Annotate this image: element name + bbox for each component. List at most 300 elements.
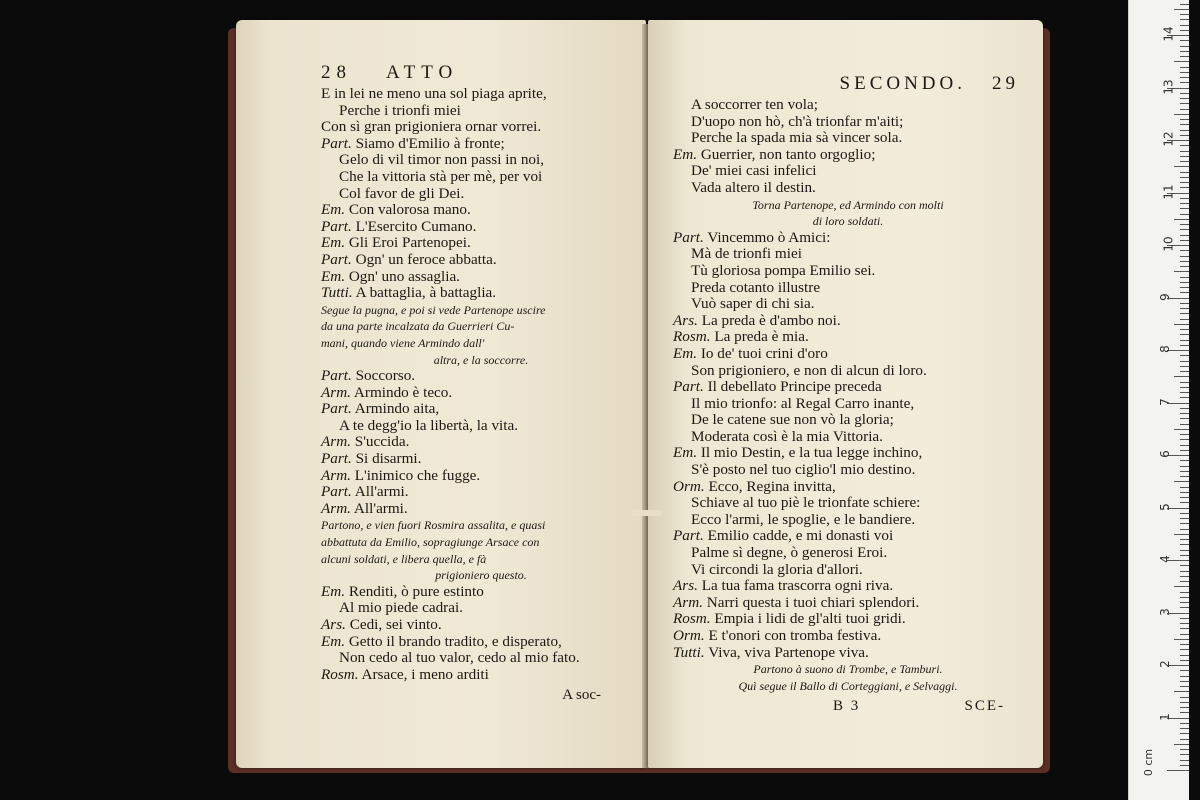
verse-line — [673, 495, 1023, 512]
ruler-tick — [1180, 471, 1189, 472]
line-text: All'armi. — [354, 483, 409, 501]
line-text: Perche i trionfi miei — [339, 101, 461, 119]
verse-line — [321, 451, 641, 468]
ruler-tick — [1180, 177, 1189, 178]
line-text: A battaglia, à battaglia. — [355, 284, 497, 302]
verse-line — [673, 611, 1023, 628]
line-text: La preda è mia. — [714, 328, 809, 346]
stage-direction: Segue la pugna, e poi si vede Partenope uscire — [321, 302, 546, 317]
speaker-label: Arm. — [321, 383, 351, 401]
right-page — [648, 20, 1043, 768]
line-text: Cedi, sei vinto. — [349, 616, 442, 633]
stage-direction: di loro soldati. — [812, 214, 884, 229]
speaker-label: Em. — [673, 344, 698, 362]
ruler-tick — [1180, 72, 1189, 73]
line-text: Ecco l'armi, le spoglie, e le bandiere. — [691, 510, 916, 528]
ruler-tick — [1180, 597, 1189, 598]
ruler-tick — [1180, 655, 1189, 656]
ruler-number: 4 — [1157, 555, 1172, 563]
verse-line — [321, 600, 641, 617]
ruler-tick — [1180, 649, 1189, 650]
ruler-tick — [1174, 744, 1189, 745]
ruler-tick — [1180, 424, 1189, 425]
ruler-tick — [1180, 51, 1189, 52]
verse-line — [673, 313, 1023, 330]
verse-line — [321, 368, 641, 385]
ruler-tick — [1174, 639, 1189, 640]
verse-line — [673, 595, 1023, 612]
left-page-header — [321, 62, 641, 86]
ruler-tick — [1180, 261, 1189, 262]
line-text: S'uccida. — [354, 433, 410, 451]
ruler-tick — [1180, 439, 1189, 440]
ruler-tick — [1174, 376, 1189, 377]
line-text: Mà de trionfi miei — [691, 245, 802, 263]
verse-line — [321, 434, 641, 451]
left-page — [236, 20, 646, 768]
line-text: A soccorrer ten vola; — [691, 96, 818, 113]
line-text: Perche la spada mia sà vincer sola. — [691, 129, 903, 147]
line-text: Narri questa i tuoi chiari splendori. — [706, 593, 920, 611]
ruler-tick — [1180, 250, 1189, 251]
speaker-label: Rosm. — [321, 665, 359, 683]
right-page-header — [673, 73, 1023, 97]
ruler-number: 9 — [1157, 292, 1172, 301]
right-running-head: SECONDO. — [839, 73, 966, 94]
line-text: De le catene sue non vò la gloria; — [691, 411, 894, 429]
ruler-tick — [1180, 382, 1189, 383]
right-page-footer — [673, 694, 1023, 715]
ruler-tick — [1180, 618, 1189, 619]
ruler-tick — [1180, 303, 1189, 304]
line-text: Guerrier, non tanto orgoglio; — [700, 145, 876, 163]
ruler-tick — [1174, 219, 1189, 220]
verse-line — [673, 545, 1023, 562]
ruler-tick — [1180, 25, 1189, 26]
ruler-tick — [1180, 550, 1189, 551]
line-text: Con valorosa mano. — [348, 201, 471, 219]
speaker-label: Em. — [321, 201, 346, 219]
speaker-label: Em. — [321, 582, 346, 600]
ruler-tick — [1180, 502, 1189, 503]
ruler-tick — [1180, 387, 1189, 388]
verse-line — [673, 462, 1023, 479]
speaker-label: Orm. — [673, 477, 705, 495]
ruler-tick — [1180, 466, 1189, 467]
verse-line — [673, 412, 1023, 429]
speaker-label: Part. — [321, 483, 352, 501]
ruler-tick — [1180, 681, 1189, 682]
ruler-tick — [1180, 103, 1189, 104]
ruler-tick — [1180, 151, 1189, 152]
line-text: Armindo aita, — [354, 400, 440, 418]
ruler-tick — [1180, 334, 1189, 335]
ruler-tick — [1180, 581, 1189, 582]
speaker-label: Part. — [321, 134, 352, 152]
ruler-tick — [1180, 224, 1189, 225]
verse-line — [321, 219, 641, 236]
line-text: La preda è d'ambo noi. — [701, 311, 841, 329]
ruler-tick — [1180, 235, 1189, 236]
ruler-tick — [1180, 571, 1189, 572]
speaker-label: Ars. — [673, 311, 698, 329]
line-text: Armindo è teco. — [353, 383, 453, 401]
ruler-tick — [1180, 518, 1189, 519]
ruler-tick — [1180, 198, 1189, 199]
ruler-tick — [1180, 408, 1189, 409]
speaker-label: Part. — [321, 367, 352, 385]
ruler-tick — [1180, 340, 1189, 341]
ruler-tick — [1180, 397, 1189, 398]
ruler-tick — [1180, 256, 1189, 257]
ruler-tick — [1180, 214, 1189, 215]
ruler-tick — [1180, 555, 1189, 556]
verse-line — [321, 401, 641, 418]
stage-direction: Quì segue il Ballo di Corteggiani, e Selvaggi. — [738, 678, 958, 693]
verse-line — [321, 86, 641, 103]
ruler-tick — [1180, 277, 1189, 278]
ruler-tick — [1180, 660, 1189, 661]
verse-line — [673, 396, 1023, 413]
ruler-tick — [1174, 586, 1189, 587]
speaker-label: Part. — [321, 217, 352, 235]
line-text: Gelo di vil timor non passi in noi, — [339, 151, 545, 169]
binding-thread — [632, 510, 662, 516]
ruler-tick — [1174, 114, 1189, 115]
ruler-tick — [1180, 172, 1189, 173]
line-text: Si disarmi. — [355, 450, 422, 468]
ruler-tick — [1174, 271, 1189, 272]
verse-line — [673, 180, 1023, 197]
line-text: S'è posto nel tuo ciglio'l mio destino. — [691, 461, 916, 479]
ruler-number: 5 — [1157, 502, 1172, 511]
line-text: Non cedo al tuo valor, cedo al mio fato. — [339, 649, 580, 667]
ruler-tick — [1180, 203, 1189, 204]
verse-line — [673, 329, 1023, 346]
line-text: Renditi, ò pure estinto — [348, 582, 484, 600]
ruler-tick — [1180, 733, 1189, 734]
verse-line — [321, 169, 641, 186]
verse-line — [673, 246, 1023, 263]
ruler-tick — [1180, 492, 1189, 493]
ruler-number: 3 — [1157, 607, 1172, 616]
ruler-tick — [1180, 30, 1189, 31]
line-text: L'Esercito Cumano. — [355, 217, 477, 235]
line-text: All'armi. — [353, 499, 408, 517]
line-text: Col favor de gli Dei. — [339, 184, 465, 202]
verse-line — [673, 130, 1023, 147]
ruler-tick — [1180, 539, 1189, 540]
speaker-label: Rosm. — [673, 328, 711, 346]
ruler-tick — [1180, 707, 1189, 708]
verse-line — [321, 617, 641, 634]
ruler-tick — [1180, 371, 1189, 372]
speaker-label: Ars. — [673, 577, 698, 595]
line-text: Soccorso. — [355, 367, 416, 385]
ruler-tick — [1174, 61, 1189, 62]
line-text: Preda cotanto illustre — [691, 278, 821, 296]
ruler-number: 11 — [1161, 183, 1176, 200]
verse-line — [321, 269, 641, 286]
line-text: La tua fama trascorra ogni riva. — [701, 577, 894, 595]
ruler-tick — [1180, 686, 1189, 687]
verse-line — [673, 562, 1023, 579]
ruler-tick — [1180, 361, 1189, 362]
speaker-label: Tutti. — [321, 284, 353, 302]
ruler-tick — [1180, 208, 1189, 209]
ruler-tick — [1180, 544, 1189, 545]
ruler-number: 6 — [1157, 450, 1172, 458]
verse-line — [321, 119, 641, 136]
verse-line — [321, 202, 641, 219]
line-text: Empia i lidi de gl'alti tuoi gridi. — [714, 610, 906, 628]
verse-line — [321, 650, 641, 667]
ruler-tick — [1180, 607, 1189, 608]
verse-line — [673, 645, 1023, 662]
ruler-tick — [1180, 445, 1189, 446]
line-text: Il debellato Principe preceda — [707, 378, 882, 396]
verse-line — [673, 147, 1023, 164]
speaker-label: Part. — [321, 250, 352, 268]
speaker-label: Rosm. — [673, 610, 711, 628]
ruler-tick — [1180, 4, 1189, 5]
ruler-tick — [1180, 124, 1189, 125]
speaker-label: Em. — [673, 145, 698, 163]
line-text: Gli Eroi Partenopei. — [348, 234, 471, 252]
verse-line — [673, 97, 1023, 114]
line-text: Tù gloriosa pompa Emilio sei. — [691, 261, 876, 279]
speaker-label: Em. — [321, 632, 346, 650]
ruler-number: 7 — [1157, 397, 1172, 406]
verse-line — [673, 479, 1023, 496]
speaker-label: Part. — [673, 527, 704, 545]
ruler-number: 12 — [1161, 131, 1176, 147]
verse-line — [321, 634, 641, 651]
verse-line — [673, 114, 1023, 131]
line-text: A te degg'io la libertà, la vita. — [339, 416, 519, 434]
verse-line — [321, 501, 641, 518]
stage-direction: Partono à suono di Trombe, e Tamburi. — [753, 662, 943, 677]
ruler-tick — [1180, 723, 1189, 724]
verse-line — [673, 379, 1023, 396]
ruler-tick — [1180, 565, 1189, 566]
speaker-label: Part. — [321, 400, 352, 418]
line-text: Con sì gran prigioniera ornar vorrei. — [321, 118, 542, 136]
verse-line — [673, 578, 1023, 595]
ruler-tick — [1180, 109, 1189, 110]
speaker-label: Orm. — [673, 627, 705, 644]
ruler-tick — [1180, 82, 1189, 83]
verse-line — [321, 103, 641, 120]
ruler-tick — [1180, 754, 1189, 755]
ruler-tick — [1174, 9, 1189, 10]
verse-line — [321, 468, 641, 485]
verse-line — [321, 667, 641, 684]
line-text: Vi circondi la gloria d'allori. — [691, 560, 863, 578]
ruler-tick — [1180, 93, 1189, 94]
verse-line — [673, 363, 1023, 380]
ruler-tick — [1180, 14, 1189, 15]
line-text: Vada altero il destin. — [691, 178, 816, 196]
ruler-tick — [1180, 187, 1189, 188]
ruler-tick — [1174, 691, 1189, 692]
line-text: Schiave al tuo piè le trionfate schiere: — [691, 494, 921, 512]
ruler-tick — [1180, 119, 1189, 120]
ruler-tick — [1180, 313, 1189, 314]
verse-line — [673, 296, 1023, 313]
ruler-tick — [1180, 702, 1189, 703]
verse-line — [321, 385, 641, 402]
ruler-tick — [1174, 534, 1189, 535]
ruler-tick — [1180, 130, 1189, 131]
measurement-ruler — [1128, 0, 1189, 800]
ruler-number: 10 — [1161, 236, 1176, 252]
line-text: Vuò saper di chi sia. — [691, 295, 815, 313]
ruler-tick — [1180, 161, 1189, 162]
ruler-tick — [1180, 229, 1189, 230]
ruler-tick — [1180, 182, 1189, 183]
right-catchword: SCE- — [964, 698, 1005, 715]
ruler-tick — [1180, 145, 1189, 146]
line-text: Emilio cadde, e mi donasti voi — [707, 527, 894, 545]
ruler-tick — [1180, 670, 1189, 671]
line-text: L'inimico che fugge. — [354, 466, 481, 484]
ruler-tick — [1180, 728, 1189, 729]
ruler-tick — [1180, 760, 1189, 761]
ruler-tick — [1180, 46, 1189, 47]
ruler-tick — [1180, 634, 1189, 635]
ruler-tick — [1174, 324, 1189, 325]
ruler-tick — [1180, 40, 1189, 41]
verse-line — [321, 484, 641, 501]
ruler-tick — [1180, 98, 1189, 99]
ruler-tick — [1180, 450, 1189, 451]
ruler-tick — [1180, 592, 1189, 593]
line-text: De' miei casi infelici — [691, 162, 817, 180]
ruler-number: 8 — [1157, 345, 1172, 353]
ruler-tick — [1180, 697, 1189, 698]
verse-line — [673, 163, 1023, 180]
verse-line — [673, 429, 1023, 446]
ruler-number: 13 — [1161, 78, 1176, 95]
stage-direction: Torna Partenope, ed Armindo con molti — [752, 197, 944, 212]
line-text: Al mio piede cadrai. — [339, 599, 463, 617]
line-text: E in lei ne meno una sol piaga aprite, — [321, 85, 547, 102]
ruler-tick — [1180, 418, 1189, 419]
ruler-tick — [1180, 712, 1189, 713]
speaker-label: Tutti. — [673, 643, 705, 661]
line-text: Moderata così è la mia Vittoria. — [691, 427, 883, 445]
verse-line — [673, 346, 1023, 363]
verse-line — [321, 186, 641, 203]
ruler-tick — [1174, 166, 1189, 167]
ruler-tick — [1180, 366, 1189, 367]
ruler-tick — [1180, 676, 1189, 677]
stage-direction: Partono, e vien fuori Rosmira assalita, e quasi — [321, 518, 546, 533]
ruler-tick — [1180, 345, 1189, 346]
speaker-label: Arm. — [321, 499, 351, 517]
ruler-tick — [1180, 623, 1189, 624]
ruler-tick — [1180, 240, 1189, 241]
stage-direction: altra, e la soccorre. — [433, 352, 529, 367]
ruler-tick — [1180, 355, 1189, 356]
ruler-tick — [1180, 135, 1189, 136]
right-page-text — [673, 73, 1023, 715]
line-text: Viva, viva Partenope viva. — [708, 643, 869, 661]
verse-line — [673, 512, 1023, 529]
verse-line — [321, 285, 641, 302]
verse-line — [673, 230, 1023, 247]
speaker-label: Ars. — [321, 616, 346, 633]
right-page-number: 29 — [992, 73, 1019, 94]
line-text: Arsace, i meno arditi — [361, 665, 489, 683]
line-text: Io de' tuoi crini d'oro — [700, 344, 828, 362]
line-text: Vincemmo ò Amici: — [707, 228, 831, 246]
line-text: Che la vittoria stà per mè, per voi — [339, 167, 543, 185]
verse-line — [673, 628, 1023, 645]
ruler-tick — [1180, 413, 1189, 414]
stage-direction: prigioniero questo. — [435, 568, 527, 583]
ruler-tick — [1180, 487, 1189, 488]
ruler-tick — [1180, 749, 1189, 750]
verse-line — [673, 445, 1023, 462]
ruler-tick — [1167, 770, 1189, 771]
line-text: Son prigioniero, e non di alcun di loro. — [691, 361, 927, 379]
ruler-tick — [1180, 77, 1189, 78]
line-text: Ogn' un feroce abbatta. — [355, 250, 497, 268]
speaker-label: Part. — [321, 450, 352, 468]
speaker-label: Arm. — [321, 466, 351, 484]
ruler-tick — [1180, 434, 1189, 435]
left-page-text — [321, 62, 641, 704]
ruler-tick — [1174, 481, 1189, 482]
ruler-tick — [1180, 308, 1189, 309]
verse-line — [673, 280, 1023, 297]
ruler-tick — [1180, 460, 1189, 461]
verse-line — [321, 584, 641, 601]
left-catchword: A soc- — [562, 687, 601, 704]
line-text: Il mio trionfo: al Regal Carro inante, — [691, 394, 915, 412]
line-text: Ecco, Regina invitta, — [708, 477, 836, 495]
ruler-tick — [1180, 523, 1189, 524]
ruler-tick — [1180, 319, 1189, 320]
ruler-tick — [1180, 156, 1189, 157]
ruler-tick — [1180, 56, 1189, 57]
ruler-number: 1 — [1157, 712, 1172, 721]
ruler-tick — [1174, 429, 1189, 430]
speaker-label: Part. — [673, 378, 704, 396]
speaker-label: Em. — [673, 444, 698, 462]
right-page-lines — [673, 97, 1023, 694]
ruler-tick — [1180, 739, 1189, 740]
ruler-tick — [1180, 644, 1189, 645]
speaker-label: Em. — [321, 234, 346, 252]
ruler-tick — [1180, 392, 1189, 393]
stage-direction: mani, quando viene Armindo dall' — [321, 335, 485, 350]
open-book — [228, 20, 1050, 775]
line-text: D'uopo non hò, ch'à trionfar m'aiti; — [691, 112, 904, 130]
ruler-tick — [1180, 287, 1189, 288]
ruler-tick — [1180, 602, 1189, 603]
verse-line — [321, 136, 641, 153]
ruler-tick — [1180, 576, 1189, 577]
verse-line — [321, 152, 641, 169]
line-text: Palme sì degne, ò generosi Eroi. — [691, 544, 888, 562]
ruler-unit-label: 0 cm — [1142, 748, 1156, 777]
ruler-tick — [1180, 67, 1189, 68]
ruler-tick — [1180, 628, 1189, 629]
speaker-label: Part. — [673, 228, 704, 246]
